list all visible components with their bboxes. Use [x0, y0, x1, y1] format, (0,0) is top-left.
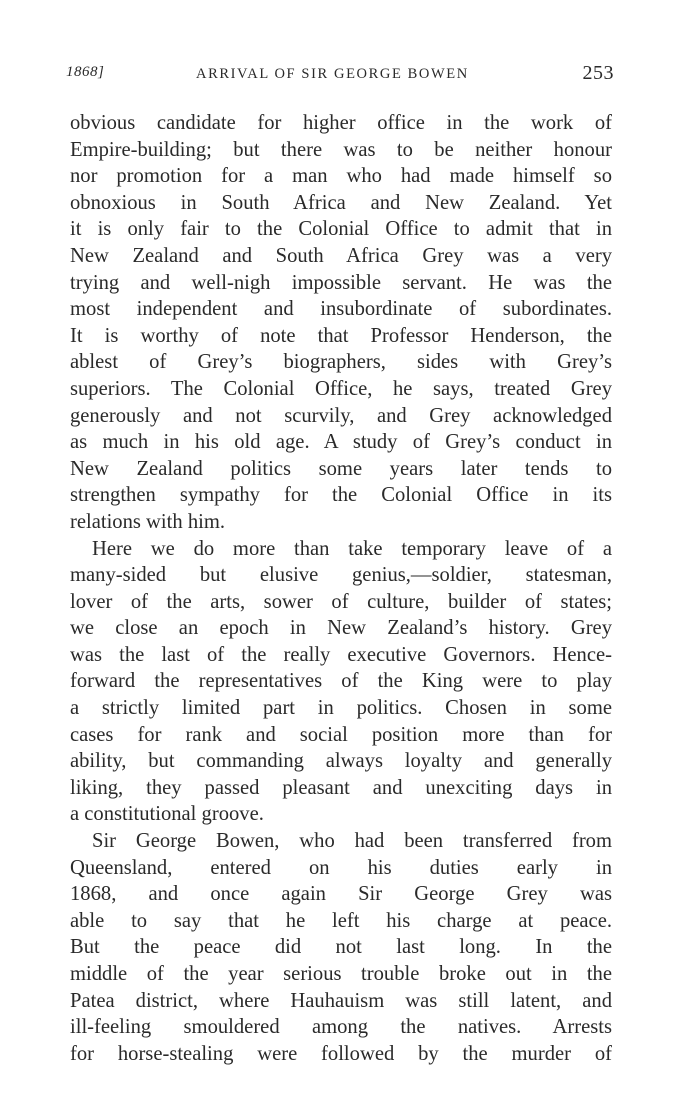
- text-line: a constitutional groove.: [70, 803, 264, 826]
- text-line: cases for rank and social position more than for: [70, 723, 612, 746]
- text-line: Sir George Bowen, who had been transferred from: [92, 830, 612, 853]
- text-line: it is only fair to the Colonial Office to admit that in: [70, 218, 612, 241]
- text-line: trying and well-nigh impossible servant. He was the: [70, 271, 612, 294]
- text-line: But the peace did not last long. In the: [70, 936, 612, 959]
- text-line: middle of the year serious trouble broke out in the: [70, 963, 612, 985]
- text-line: ill-feeling smouldered among the natives. Arrests: [70, 1016, 612, 1039]
- text-line: a strictly limited part in politics. Chosen in some: [70, 697, 612, 720]
- text-line: 1868, and once again Sir George Grey was: [70, 883, 612, 906]
- text-line: obnoxious in South Africa and New Zealand. Yet: [70, 191, 612, 214]
- text-line: relations with him.: [70, 510, 226, 533]
- text-line: liking, they passed pleasant and unexciting days in: [70, 776, 612, 799]
- text-line: able to say that he left his charge at peace.: [70, 909, 612, 932]
- text-line: strengthen sympathy for the Colonial Office in its: [70, 484, 612, 507]
- running-head: [66, 62, 614, 88]
- text-line: forward the representatives of the King were to play: [70, 670, 612, 693]
- text-line: It is worthy of note that Professor Henderson, the: [70, 324, 612, 347]
- header-date: 1868]: [66, 64, 105, 80]
- text-line: New Zealand and South Africa Grey was a very: [70, 244, 612, 267]
- text-line: most independent and insubordinate of subordinates.: [70, 298, 612, 321]
- text-line: as much in his old age. A study of Grey’s conduct in: [70, 431, 612, 454]
- text-line: nor promotion for a man who had made himself so: [70, 165, 612, 188]
- text-line: many-sided but elusive genius,—soldier, statesman,: [70, 564, 612, 587]
- text-line: ability, but commanding always loyalty and generally: [70, 750, 612, 773]
- text-line: ablest of Grey’s biographers, sides with Grey’s: [70, 351, 612, 374]
- text-line: we close an epoch in New Zealand’s history. Grey: [70, 617, 612, 640]
- text-line: superiors. The Colonial Office, he says, treated Grey: [70, 377, 612, 400]
- text-line: lover of the arts, sower of culture, builder of states;: [70, 590, 612, 613]
- text-line: New Zealand politics some years later tends to: [70, 457, 612, 480]
- text-line: generously and not scurvily, and Grey acknowledged: [70, 404, 612, 427]
- text-line: Here we do more than take temporary leave of a: [92, 537, 612, 560]
- text-line: was the last of the really executive Governors. Hence-: [70, 643, 612, 666]
- text-line: Queensland, entered on his duties early in: [70, 856, 612, 879]
- text-line: Empire-building; but there was to be neither honour: [70, 138, 612, 161]
- text-line: for horse-stealing were followed by the murder of: [70, 1042, 612, 1065]
- page-number: 253: [582, 62, 614, 84]
- text-line: Patea district, where Hauhauism was still latent, and: [70, 989, 612, 1012]
- body-text: [70, 110, 612, 1067]
- text-line: obvious candidate for higher office in the work of: [70, 112, 612, 134]
- header-title: ARRIVAL OF SIR GEORGE BOWEN: [196, 66, 469, 82]
